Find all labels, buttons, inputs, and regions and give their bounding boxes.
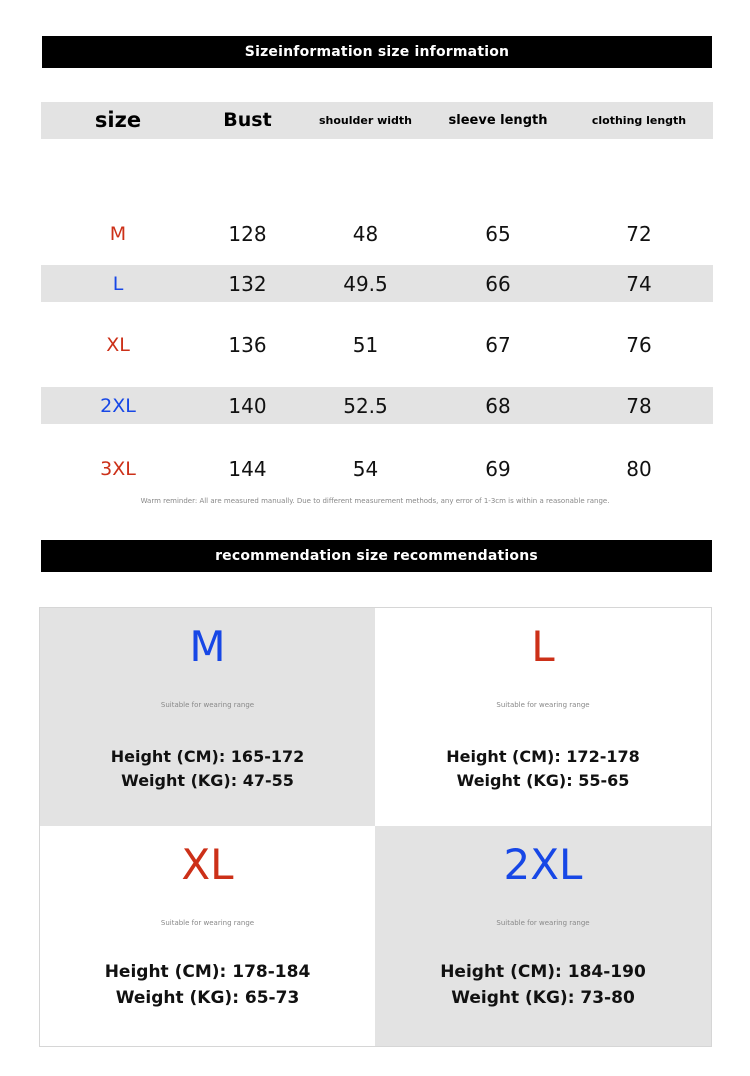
- card-height-range: Height (CM): 184-190: [440, 962, 646, 982]
- card-size-label: 2XL: [503, 840, 583, 889]
- card-weight-range: Weight (KG): 55-65: [456, 771, 630, 790]
- size-label: XL: [106, 333, 130, 356]
- sleeve-value: 65: [485, 221, 511, 246]
- recommendation-card-m: [40, 608, 375, 826]
- size-information-banner: [42, 36, 712, 68]
- shoulder-value: 48: [352, 221, 379, 246]
- header-clothing-length: clothing length: [591, 113, 687, 127]
- card-size-label: L: [531, 622, 555, 671]
- card-weight-range: Weight (KG): 73-80: [451, 988, 635, 1008]
- size-label: M: [109, 222, 127, 245]
- size-information-title: Sizeinformation size information: [244, 44, 510, 60]
- shoulder-value: 52.5: [300, 387, 431, 424]
- sleeve-value: 69: [485, 456, 511, 481]
- size-row-xl: [41, 302, 713, 387]
- size-label: 3XL: [100, 457, 136, 480]
- shoulder-value: 51: [352, 332, 379, 357]
- bust-value: 128: [228, 221, 267, 246]
- card-range-label: Suitable for wearing range: [496, 701, 590, 709]
- recommendation-card-xl: [40, 826, 375, 1046]
- size-recommendation-title: recommendation size recommendations: [215, 548, 538, 564]
- sleeve-value: 67: [485, 332, 511, 357]
- sleeve-value: 68: [431, 387, 565, 424]
- recommendation-grid: [39, 607, 712, 1047]
- bust-value: 144: [228, 456, 267, 481]
- shoulder-value: 54: [352, 456, 379, 481]
- length-value: 72: [626, 221, 652, 246]
- size-label: L: [41, 265, 195, 302]
- recommendation-card-2xl: [375, 826, 711, 1046]
- size-recommendation-banner: [41, 540, 712, 572]
- size-row-l: [41, 265, 713, 302]
- card-range-label: Suitable for wearing range: [496, 919, 590, 927]
- size-row-2xl: [41, 387, 713, 424]
- header-shoulder-width: shoulder width: [318, 113, 413, 127]
- size-label: 2XL: [41, 387, 195, 424]
- length-value: 78: [565, 387, 713, 424]
- header-bust: Bust: [223, 108, 272, 131]
- bust-value: 140: [195, 387, 300, 424]
- bust-value: 136: [228, 332, 267, 357]
- size-row-m: [41, 202, 713, 265]
- card-weight-range: Weight (KG): 47-55: [121, 771, 294, 790]
- recommendation-card-l: [375, 608, 711, 826]
- length-value: 74: [565, 265, 713, 302]
- card-range-label: Suitable for wearing range: [160, 701, 255, 709]
- card-size-label: M: [189, 622, 226, 671]
- header-sleeve-length: sleeve length: [448, 112, 548, 128]
- card-weight-range: Weight (KG): 65-73: [115, 988, 300, 1008]
- card-range-label: Suitable for wearing range: [160, 919, 255, 927]
- size-table: [41, 102, 713, 513]
- length-value: 76: [626, 332, 652, 357]
- measurement-reminder: Warm reminder: All are measured manually. Due to different measurement methods, any error of 1-3cm is within a reasonable range.: [140, 497, 610, 505]
- sleeve-value: 66: [431, 265, 565, 302]
- length-value: 80: [626, 456, 652, 481]
- shoulder-value: 49.5: [300, 265, 431, 302]
- header-size: size: [94, 108, 142, 133]
- card-size-label: XL: [181, 840, 234, 889]
- card-height-range: Height (CM): 165-172: [110, 747, 305, 766]
- size-table-header: [41, 102, 713, 139]
- card-height-range: Height (CM): 178-184: [104, 962, 311, 982]
- bust-value: 132: [195, 265, 300, 302]
- card-height-range: Height (CM): 172-178: [446, 747, 640, 766]
